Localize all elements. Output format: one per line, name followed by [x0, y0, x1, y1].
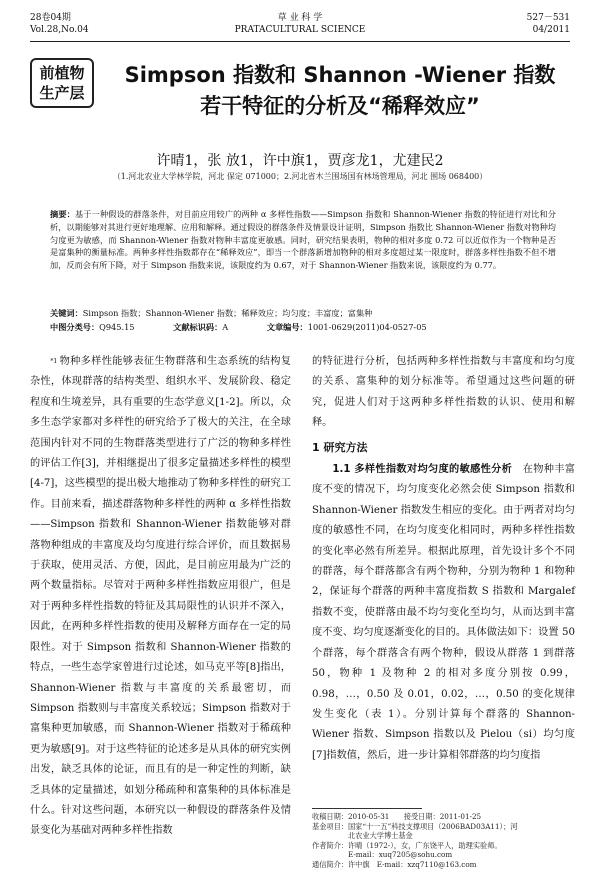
clc-number — [50, 322, 153, 332]
keywords-label: 关键词： — [50, 308, 83, 318]
intro-text: 物种多样性能够表征生物群落和生态系统的结构复杂性，体现群落的结构类型、组织水平、发展阶段、稳定程度和生境差异，具有重要的生态学意义[1-2]。所以，众多生态学家都对多样性的研究给予了极大的关注，在全球范围内针对不同的生物群落类型进行了广泛的物种多样性的评估工作[3]，并相继提出了很多定量描述多样性的模型[4-7]，这些模型的提出极大地推动了物种多样性的研究工作。目前来看，描述群落物种多样性的两种 α 多样性指数——Simpson 指数和 Shannon-Wiener 指数能够对群落物种组成的丰富度及均匀度进行综合评价，而且数据易于获取，使用灵活、方便，因此，是目前应用最为广泛的两个数量指标。尽管对于两种多样性指数应用很广，但是对于两种多样性指数的特征及其局限性的认识并不深入，因此，在两种多样性指数的使用及解释方面存在一定的局限性。对于 Simpson 指数和 Shannon-Wiener 指数的特点，一些生态学家曾进行过论述，如马克平等[8]指出，Shannon-Wiener 指数与丰富度的关系最密切，而 Simpson 指数则与丰富度关系较远；Simpson 指数对于富集种更加敏感，而 Shannon-Wiener 指数对于稀疏种更为敏感[9]。对于这些特征的论述多是从具体的研究实例出发，缺乏具体的论证，而且有的是一种定性的判断，缺乏具体的定量描述，如划分稀疏种和富集种的具体标准是什么。针对这些问题，本研究以一种假设的群落条件及情景变化为基础对两种多样性指数 — [30, 356, 291, 837]
journal-en: PRATACULTURAL SCIENCE — [234, 25, 366, 35]
keywords-text: Simpson 指数；Shannon-Wiener 指数；稀释效应；均匀度；丰富度；富集种 — [82, 308, 373, 318]
affiliation: （1.河北农业大学林学院，河北 保定 071000；2.河北省木兰围场国有林场管理局，河北 围场 068400） — [112, 172, 488, 181]
paper-title — [110, 60, 570, 122]
title-line1: Simpson 指数和 Shannon -Wiener 指数 — [124, 63, 556, 87]
article-id — [267, 322, 445, 332]
footnote — [312, 812, 575, 870]
clc-label: 中图分类号： — [50, 322, 100, 332]
intro-paragraph-continued: 的特征进行分析，包括两种多样性指数与丰富度和均匀度的关系、富集种的划分标准等。希望通过这些问题的研究，促进人们对于这两种多样性指数的认识、使用和解释。 — [312, 356, 575, 429]
keywords — [50, 307, 556, 319]
title-line2: 若干特征的分析及“稀释效应” — [200, 94, 480, 118]
clc-value: Q945.15 — [99, 322, 135, 332]
page-range: 527－531 — [526, 13, 570, 23]
footnote-marker: *1 — [50, 358, 58, 365]
abstract-label: 摘要： — [50, 209, 75, 219]
header-journal — [200, 12, 400, 36]
footnote-author: 作者简介：许晴（1972-），女，广东饶平人，助理实验师。 — [312, 840, 502, 850]
volume-en: Vol.28,No.04 — [30, 25, 89, 35]
doc-code-label: 文献标识码： — [173, 322, 223, 332]
footnote-received: 收稿日期：2010-05-31 接受日期：2011-01-25 — [312, 812, 482, 821]
header-volume — [30, 12, 89, 36]
column-badge-line1: 前植物 — [39, 64, 85, 82]
footnote-fund: 基金项目：国家“十一五”科技支撑项目（2006BAD03A11）；河 — [312, 821, 518, 831]
doc-code-value: A — [222, 322, 229, 332]
footnote-rule — [312, 808, 422, 809]
document-code — [173, 322, 246, 332]
article-id-label: 文章编号： — [266, 322, 308, 332]
subsection-paragraph — [312, 460, 575, 766]
subsection-title: 1.1 多样性指数对均匀度的敏感性分析 — [332, 464, 513, 476]
subsection-text: 在物种丰富度不变的情况下，均匀度变化必然会使 Simpson 指数和 Shannon-Wiener 指数发生相应的变化。由于两者对均匀度的敏感性不同，在均匀度变化相同时，两种多样性指数的变化率必然有所差异。根据此原理，首先设计多个不同的群落，每个群落都含有两个物种，分别为物种 1 和物种 2，保证每个群落的两种丰富度指数 S 指数和 Margalef 指数不变，使群落由最不均匀变化至均匀，从而达到丰富度不变、均匀度逐渐变化的目的。具体做法如下：设置 50 个群落，每个群落含有两个物种，假设从群落 1 到群落 50，物种 1 及物种 2 的相对多度分别按 0.99，0.98，…，0.50 及 0.01，0.02，…，0.50 的变化规律发生变化（表 1）。分别计算每个群落的 Shannon-Wiener 指数、Simpson 指数以及 Pielou（si）均匀度[7]指数值，然后，进一步计算相邻群落的均匀度指 — [312, 464, 576, 761]
abstract-text: 基于一种假设的群落条件，对目前应用较广的两种 α 多样性指数——Simpson 指数和 Shannon-Wiener 指数的特征进行对比和分析，以期能够对其进行更好地理解、应用和解释。通过假设的群落条件及情景设计证明，Simpson 指数比 Shannon-Wiener 指数对物种均匀度更为敏感，而 Shannon-Wiener 指数对物种丰富度更敏感。同时，研究结果表明，物种的相对多度 0.72 可以近似作为一个物种是否是富集种的衡量标准。两种多样性指数都存在“稀释效应”，即当一个群落新增加物种的相对多度超过某一限度时，群落多样性指数不但不增加，反而会有所下降，对于 Simpson 指数来说，该限度约为 0.67，对于 Shannon-Wiener 指数来说，该限度约为 0.77。 — [50, 209, 556, 271]
footnote-corresponding: 通信简介：许中旗 E-mail：xzq7110@163.com — [312, 859, 477, 869]
footnote-email: E-mail：xuq7205@sohu.com — [348, 850, 453, 860]
intro-paragraph — [30, 352, 291, 842]
abstract — [50, 208, 556, 272]
header-rule — [30, 41, 570, 42]
volume-cn: 28卷04期 — [30, 13, 71, 23]
article-meta — [50, 321, 556, 333]
issue-date: 04/2011 — [532, 25, 570, 35]
body-left-column — [30, 352, 291, 842]
footnote-fund-cont: 北农业大学博士基金 — [348, 831, 413, 841]
column-badge-line2: 生产层 — [39, 84, 85, 102]
authors: 许晴1，张 放1，许中旗1，贾彦龙1，尤建民2 — [156, 153, 444, 169]
article-id-value: 1001-0629(2011)04-0527-05 — [307, 322, 427, 332]
journal-cn: 草 业 科 学 — [277, 13, 323, 23]
header-pages — [527, 12, 570, 36]
body-right-column — [312, 352, 575, 766]
section-title: 1 研究方法 — [312, 440, 368, 454]
column-badge — [30, 58, 94, 108]
